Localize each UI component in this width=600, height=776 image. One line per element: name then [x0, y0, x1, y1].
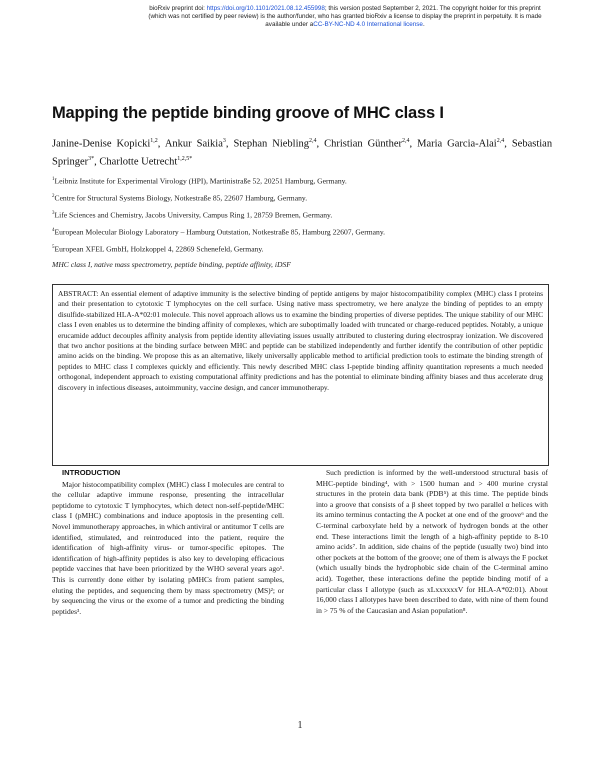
author-list: Janine-Denise Kopicki$^{1,2}$, Ankur Saikia$^3$, Stephan Niebling$^{2,4}$, Christian Günther$^{2,4}$, Maria Garcia-Alai$^{2,4}$, Sebastian Springer$^{3*}$, Charlotte Uetrecht$^{1,2,5*}$ — [52, 138, 553, 167]
affiliation: $^3$Life Sciences and Chemistry, Jacobs University, Campus Ring 1, 28759 Bremen, Germany. — [52, 210, 333, 220]
author-affiliation-sup: 3* — [88, 155, 95, 162]
abstract-text: An essential element of adaptive immunity is the selective binding of peptide antigens by major histocompatibility complex (MHC) class I proteins and their presentation to cytotoxic T lymphocytes on the cell surface. Using native mass spectrometry, we here analyze the binding of peptides to an empty disulfide-stabilized HLA-A*02:01 molecule. This novel approach allows us to examine the binding properties of diverse peptides. The unique stability of our MHC class I even enables us to determine the binding affinity of complexes, which are suboptimally loaded with truncated or charge-reduced peptides. Notably, a unique erucamide adduct decouples affinity analysis from peptide identity alleviating issues usually attributed to clustering during electrospray ionization. We discovered that two anchor positions at the binding surface between MHC and peptide can be stabilized independently and further identify the contribution of other peptidic amino acids on the binding. We propose this as an alternative, likely universally applicable method to artificial prediction tools to estimate the binding strength of peptides to MHC class I complexes quickly and efficiently. This newly described MHC class I-peptide binding affinity quantitation represents a much needed orthogonal, independent approach to existing computational affinity predictions and has the potential to eliminate binding affinity biases and thus accelerate drug discovery in infectious diseases, autoimmunity, vaccine design, and cancer immunotherapy. — [58, 289, 543, 392]
paragraph: Such prediction is informed by the well-understood structural basis of MHC-peptide binding⁴, with > 1500 human and > 400 murine crystal structures in the protein data bank (PDB⁵) at this time. The peptide binds into a groove that consists of a β sheet topped by two parallel α helices with its amino terminus contacting the A pocket at one end of the groove⁶ and the C-terminal carboxylate held by a network of hydrogen bonds at the other end. These interactions limit the length of a high-affinity peptide to 8-10 amino acids⁷. In addition, side chains of the peptide (usually two) bind into other pockets at the bottom of the groove; one of them is always the F pocket (which usually binds the hydrophobic side chain of the C-terminal amino acid). Together, these interactions define the peptide binding motif of a particular class I allotype (such as xLxxxxxxV for HLA-A*02:01). About 16,000 class I allotypes have been described to date, with nine of them found in > 75 % of the Caucasian and Asian population⁸. — [316, 468, 548, 615]
author-name: Janine-Denise Kopicki — [52, 138, 151, 150]
keywords: MHC class I, native mass spectrometry, peptide binding, peptide affinity, iDSF — [52, 259, 291, 269]
doi-link[interactable]: https://doi.org/10.1101/2021.08.12.455998 — [206, 5, 325, 12]
preprint-notice — [110, 5, 580, 29]
affiliation-list — [52, 172, 552, 272]
affiliation: $^1$Leibniz Institute for Experimental Virology (HPI), Martinistraße 52, 20251 Hamburg, Germany. — [52, 176, 347, 186]
affiliation: $^5$European XFEL GmbH, Holzkoppel 4, 22869 Schenefeld, Germany. — [52, 244, 264, 254]
author-affiliation-sup: 1,2,5* — [177, 155, 193, 162]
author-affiliation-sup: 2,4 — [496, 138, 505, 144]
author-name: Ankur Saikia — [164, 138, 223, 150]
author-name: Sebastian Springer — [52, 138, 553, 167]
abstract — [52, 284, 549, 466]
notice-line-2: (which was not certified by peer review) is the author/funder, who has granted bioRxiv a license to display the preprint in perpetuity. It is made — [148, 13, 542, 20]
author-affiliation-sup: 2,4 — [402, 138, 410, 144]
left-column — [52, 464, 284, 617]
author-affiliation-sup: 2,4 — [309, 138, 317, 144]
page-number: 1 — [297, 720, 303, 731]
author-name: Stephan Niebling — [233, 138, 310, 150]
paragraph: Major histocompatibility complex (MHC) class I molecules are central to the cellular adaptive immune response, presenting the intracellular peptidome to cytotoxic T lymphocytes, which detect non-self-peptide/MHC class I (pMHC) combinations and induce apoptosis in the presenting cell. Novel immunotherapy approaches, in which antiviral or antitumor T cells are identified, stimulated, and reintroduced into the patient, require the identification of high-affinity virus- or tumor-specific epitopes. The identification of high-affinity peptides is also key to developing efficacious peptide vaccines that have been prioritized by the WHO several years ago¹. This is currently done either by isolating pMHCs from patient samples, eluting the peptides, and sequencing them by mass spectrometry (MS)²; or by sequencing the virus or the exome of a tumor and predicting the binding peptides³. — [52, 479, 284, 616]
license-link[interactable]: CC-BY-NC-ND 4.0 International license — [313, 21, 423, 28]
author-name: Charlotte Uetrecht — [99, 156, 178, 167]
paper-title: Mapping the peptide binding groove of MHC class I — [52, 104, 444, 122]
notice-line-1: bioRxiv preprint doi: https://doi.org/10.1101/2021.08.12.455998; this version posted September 2, 2021. The copyright holder for this preprint — [149, 5, 541, 12]
affiliation: $^4$European Molecular Biology Laboratory – Hamburg Outstation, Notkestraße 85, Hamburg 22607, Germany. — [52, 227, 386, 237]
right-column — [316, 464, 548, 616]
abstract-label: ABSTRACT: — [58, 289, 99, 298]
author-name: Christian Günther — [324, 138, 403, 150]
author-name: Maria Garcia-Alai — [417, 138, 497, 150]
author-affiliation-sup: 3 — [222, 138, 226, 144]
author-affiliation-sup: 1,2 — [150, 138, 158, 144]
section-heading-introduction: INTRODUCTION — [62, 468, 121, 477]
notice-line-3: available under aCC-BY-NC-ND 4.0 International license. — [265, 21, 425, 28]
affiliation: $^2$Centre for Structural Systems Biology, Notkestraße 85, 22607 Hamburg, Germany. — [52, 193, 308, 203]
